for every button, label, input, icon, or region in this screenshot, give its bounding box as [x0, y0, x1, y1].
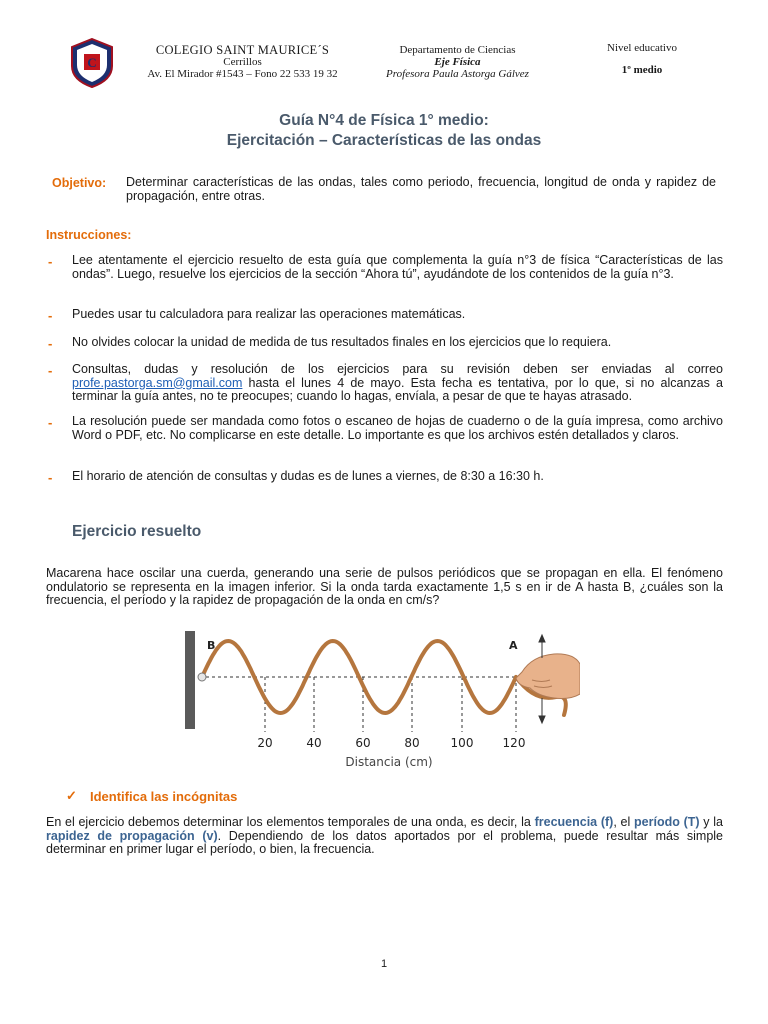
identify-text-4: . Dependiendo de los datos aportados por el problema, puede resultar más simple determinar en primer lugar el período, o bien, la frecuencia. — [46, 828, 723, 856]
hand-icon — [516, 654, 580, 699]
bullet-marker: - — [48, 363, 53, 378]
identify-text-2: , el — [613, 815, 635, 829]
instruction-item-4 — [72, 363, 723, 404]
identify-text-3: y la — [699, 815, 723, 829]
instruction-item-3: No olvides colocar la unidad de medida de tus resultados finales en los ejercicios que lo requiera. — [72, 335, 612, 349]
school-crest-icon — [70, 38, 114, 88]
school-name: COLEGIO SAINT MAURICE´S — [155, 43, 330, 57]
level-value: 1º medio — [621, 64, 663, 76]
keyword-frequency: frecuencia (f) — [534, 815, 614, 829]
tick-label: 60 — [355, 736, 371, 750]
check-icon: ✓ — [66, 788, 77, 803]
identify-text-1: En el ejercicio debemos determinar los elementos temporales de una onda, es decir, la — [46, 815, 535, 829]
bullet-marker: - — [48, 415, 53, 430]
tick-label: 40 — [306, 736, 322, 750]
point-b-label: B — [207, 639, 216, 652]
objective-label: Objetivo: — [52, 176, 107, 190]
level-info — [582, 42, 702, 76]
tick-label: 80 — [404, 736, 420, 750]
identify-heading: Identifica las incógnitas — [90, 789, 238, 804]
school-city: Cerrillos — [223, 56, 262, 68]
wave-figure — [180, 628, 580, 773]
svg-text:C: C — [87, 55, 97, 70]
bullet-marker: - — [48, 336, 53, 351]
department-info — [365, 44, 550, 80]
page-number: 1 — [380, 958, 388, 970]
instruction-item-1 — [72, 254, 723, 281]
tick-label: 120 — [502, 736, 526, 750]
contact-email-link[interactable]: profe.pastorga.sm@gmail.com — [72, 375, 243, 390]
instruction-1-main: Lee atentamente el ejercicio resuelto de esta guía que complementa la guía n°3 de física — [72, 253, 596, 267]
school-address: Av. El Mirador #1543 – Fono 22 533 19 32 — [147, 68, 338, 80]
keyword-speed: rapidez de propagación (v) — [46, 828, 218, 843]
department-name: Departamento de Ciencias — [399, 44, 516, 56]
instruction-item-5: La resolución puede ser mandada como fotos o escaneo de hojas de cuaderno o de la guía impresa, como archivo Word o PDF, etc. No complicarse en este detalle. Lo importante es que los archivos estén detallados y claros. — [72, 414, 723, 442]
tick-label: 20 — [257, 736, 273, 750]
school-info — [140, 44, 345, 80]
problem-statement: Macarena hace oscilar una cuerda, generando una serie de pulsos periódicos que se propagan en ella. El fenómeno ondulatorio se representa en la imagen inferior. Si la onda tarda exactamente 1,5 s en ir de A hasta B, ¿cuáles son la frecuencia, el período y la rapidez de propagación de la onda en cm/s? — [46, 566, 723, 607]
instruction-4-rest: hasta el lunes 4 de mayo. Esta fecha es tentativa, por lo que, si no alcanzas a terminar la guía antes, no te preocupes; cuando lo hagas, envíala, a pesar de que te hayas atrasado. — [72, 375, 723, 403]
bullet-marker: - — [48, 254, 53, 269]
rope-knot — [198, 673, 206, 681]
bullet-marker: - — [48, 308, 53, 323]
instruction-1-rest: “Características de las ondas”. Luego, resuelve los ejercicios de la sección “Ahora tú”, ayudándote de los contenidos de la guía n°3. — [72, 253, 723, 281]
page-subtitle: Ejercitación – Características de las ondas — [226, 132, 542, 149]
teacher-name: Profesora Paula Astorga Gálvez — [386, 68, 529, 80]
keyword-period: período (T) — [634, 815, 700, 829]
instruction-4-main: Consultas, dudas y resolución de los ejercicios para su revisión deben ser enviadas al correo — [72, 362, 723, 376]
wall-support — [185, 631, 195, 729]
point-a-label: A — [509, 639, 518, 652]
page-title: Guía N°4 de Física 1° medio: — [279, 112, 489, 129]
subject-axis: Eje Física — [434, 56, 481, 68]
objective-text: Determinar características de las ondas, tales como periodo, frecuencia, longitud de onda y rapidez de propagación, entre otras. — [126, 175, 716, 203]
identify-paragraph — [46, 816, 723, 857]
instruction-item-6: El horario de atención de consultas y dudas es de lunes a viernes, de 8:30 a 16:30 h. — [72, 469, 544, 483]
axis-label: Distancia (cm) — [345, 755, 433, 769]
bullet-marker: - — [48, 470, 53, 485]
tick-label: 100 — [450, 736, 474, 750]
instructions-heading: Instrucciones: — [46, 228, 132, 242]
level-label: Nivel educativo — [607, 42, 677, 54]
instruction-item-2: Puedes usar tu calculadora para realizar las operaciones matemáticas. — [72, 307, 466, 321]
solved-exercise-heading: Ejercicio resuelto — [72, 523, 202, 540]
